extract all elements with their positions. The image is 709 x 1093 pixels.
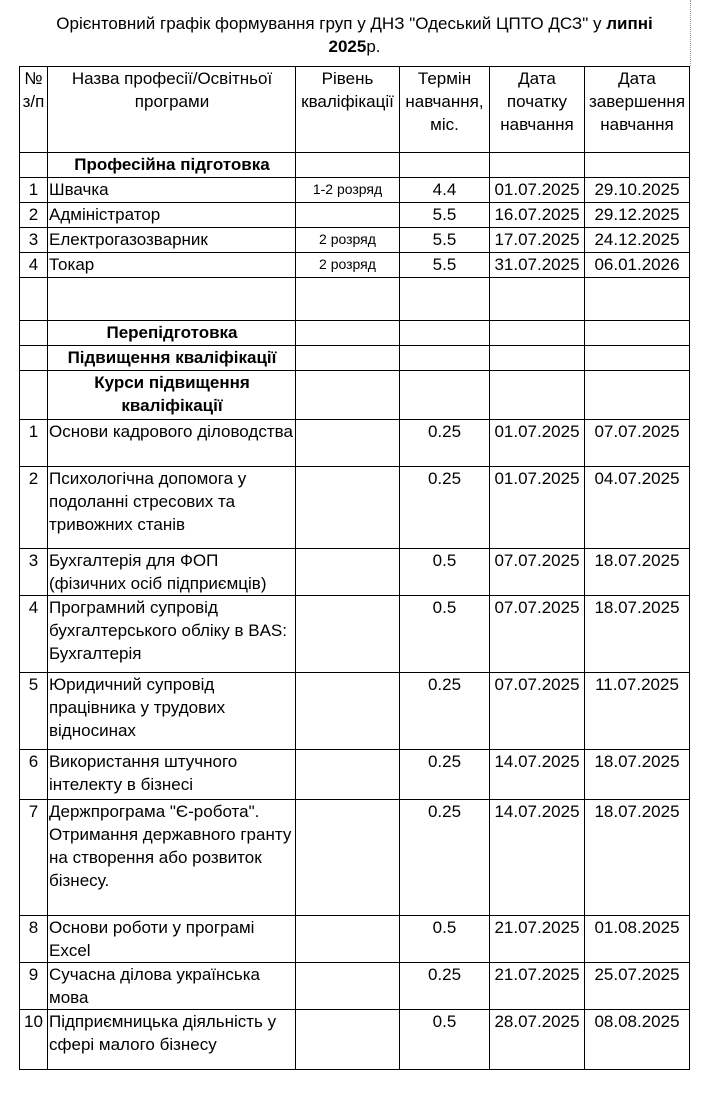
table-row: [20, 420, 690, 467]
row-end: 04.07.2025: [585, 467, 690, 549]
row-end: 29.12.2025: [585, 203, 690, 228]
row-num: 4: [20, 596, 48, 673]
row-term: 0.5: [400, 549, 490, 596]
table-row: [20, 1010, 690, 1070]
row-name: Основи роботи у програмі Excel: [48, 916, 296, 963]
row-term: 0.5: [400, 596, 490, 673]
header-end: Дата завершення навчання: [585, 67, 690, 153]
header-num: № з/п: [20, 67, 48, 153]
section-row: [20, 321, 690, 346]
row-num: 10: [20, 1010, 48, 1070]
row-start: 17.07.2025: [490, 228, 585, 253]
section-row: [20, 153, 690, 178]
row-start: 21.07.2025: [490, 916, 585, 963]
row-num: 7: [20, 800, 48, 916]
header-term: Термін навчання, міс.: [400, 67, 490, 153]
table-row: [20, 916, 690, 963]
row-name: Електрогазозварник: [48, 228, 296, 253]
row-start: 07.07.2025: [490, 596, 585, 673]
row-end: 18.07.2025: [585, 596, 690, 673]
row-end: 24.12.2025: [585, 228, 690, 253]
table-row: [20, 253, 690, 278]
row-level: 2 розряд: [296, 253, 400, 278]
table-row: [20, 750, 690, 800]
row-level: [296, 420, 400, 467]
row-term: 0.5: [400, 916, 490, 963]
row-num: 8: [20, 916, 48, 963]
row-name: Підприємницька діяльність у сфері малого бізнесу: [48, 1010, 296, 1070]
row-end: 18.07.2025: [585, 800, 690, 916]
page-guide-vertical: [690, 0, 691, 66]
row-num: 3: [20, 549, 48, 596]
row-term: 5.5: [400, 203, 490, 228]
table-row: [20, 228, 690, 253]
title-year: 2025: [328, 37, 367, 56]
row-level: [296, 673, 400, 750]
schedule-table: [19, 66, 690, 1070]
row-start: 14.07.2025: [490, 800, 585, 916]
row-name: Сучасна ділова українська мова: [48, 963, 296, 1010]
row-term: 0.25: [400, 750, 490, 800]
row-start: 01.07.2025: [490, 420, 585, 467]
row-end: 18.07.2025: [585, 549, 690, 596]
row-num: 4: [20, 253, 48, 278]
row-end: 29.10.2025: [585, 178, 690, 203]
table-row: [20, 467, 690, 549]
row-num: 1: [20, 420, 48, 467]
row-start: 14.07.2025: [490, 750, 585, 800]
row-term: 5.5: [400, 253, 490, 278]
row-start: 16.07.2025: [490, 203, 585, 228]
row-level: [296, 963, 400, 1010]
row-term: 5.5: [400, 228, 490, 253]
row-start: 21.07.2025: [490, 963, 585, 1010]
row-end: 06.01.2026: [585, 253, 690, 278]
row-term: 4.4: [400, 178, 490, 203]
row-start: 01.07.2025: [490, 178, 585, 203]
table-row: [20, 203, 690, 228]
row-start: 01.07.2025: [490, 467, 585, 549]
row-start: 28.07.2025: [490, 1010, 585, 1070]
row-level: [296, 750, 400, 800]
table-row: [20, 800, 690, 916]
section-courses: Курси підвищення кваліфікації: [48, 371, 296, 420]
table-row: [20, 178, 690, 203]
row-term: 0.5: [400, 1010, 490, 1070]
empty-row: [20, 278, 690, 321]
row-num: 2: [20, 203, 48, 228]
section-row: [20, 346, 690, 371]
table-row: [20, 673, 690, 750]
row-name: Юридичний супровід працівника у трудових відносинах: [48, 673, 296, 750]
row-name: Психологічна допомога у подоланні стресових та тривожних станів: [48, 467, 296, 549]
row-name: Основи кадрового діловодства: [48, 420, 296, 467]
row-term: 0.25: [400, 673, 490, 750]
row-level: [296, 596, 400, 673]
row-level: [296, 549, 400, 596]
row-term: 0.25: [400, 800, 490, 916]
row-end: 25.07.2025: [585, 963, 690, 1010]
row-end: 18.07.2025: [585, 750, 690, 800]
title-suffix: р.: [366, 37, 381, 56]
row-term: 0.25: [400, 420, 490, 467]
row-num: 6: [20, 750, 48, 800]
section-qualification-upgrade: Підвищення кваліфікації: [48, 346, 296, 371]
title-month: липні: [606, 14, 653, 33]
title-prefix: Орієнтовний графік формування груп у ДНЗ "Одеський ЦПТО ДСЗ" у: [56, 14, 607, 33]
header-start: Дата початку навчання: [490, 67, 585, 153]
row-end: 11.07.2025: [585, 673, 690, 750]
row-level: [296, 916, 400, 963]
header-level: Рівень кваліфікації: [296, 67, 400, 153]
row-level: 2 розряд: [296, 228, 400, 253]
section-professional-training: Професійна підготовка: [48, 153, 296, 178]
row-name: Держпрограма "Є-робота". Отримання державного гранту на створення або розвиток бізнесу.: [48, 800, 296, 916]
row-level: 1-2 розряд: [296, 178, 400, 203]
row-end: 07.07.2025: [585, 420, 690, 467]
row-num: 5: [20, 673, 48, 750]
row-level: [296, 467, 400, 549]
row-start: 31.07.2025: [490, 253, 585, 278]
row-num: 9: [20, 963, 48, 1010]
row-name: Адміністратор: [48, 203, 296, 228]
row-start: 07.07.2025: [490, 549, 585, 596]
page-title: [0, 12, 709, 58]
row-level: [296, 800, 400, 916]
header-name: Назва професії/Освітньої програми: [48, 67, 296, 153]
row-level: [296, 1010, 400, 1070]
row-num: 3: [20, 228, 48, 253]
row-name: Швачка: [48, 178, 296, 203]
row-term: 0.25: [400, 467, 490, 549]
table-row: [20, 549, 690, 596]
row-level: [296, 203, 400, 228]
section-retraining: Перепідготовка: [48, 321, 296, 346]
row-num: 1: [20, 178, 48, 203]
row-name: Програмний супровід бухгалтерського обліку в BAS: Бухгалтерія: [48, 596, 296, 673]
row-end: 01.08.2025: [585, 916, 690, 963]
section-row: [20, 371, 690, 420]
header-row: [20, 67, 690, 153]
row-name: Токар: [48, 253, 296, 278]
row-name: Використання штучного інтелекту в бізнесі: [48, 750, 296, 800]
row-end: 08.08.2025: [585, 1010, 690, 1070]
row-num: 2: [20, 467, 48, 549]
row-name: Бухгалтерія для ФОП (фізичних осіб підприємців): [48, 549, 296, 596]
table-row: [20, 963, 690, 1010]
row-term: 0.25: [400, 963, 490, 1010]
table-row: [20, 596, 690, 673]
row-start: 07.07.2025: [490, 673, 585, 750]
